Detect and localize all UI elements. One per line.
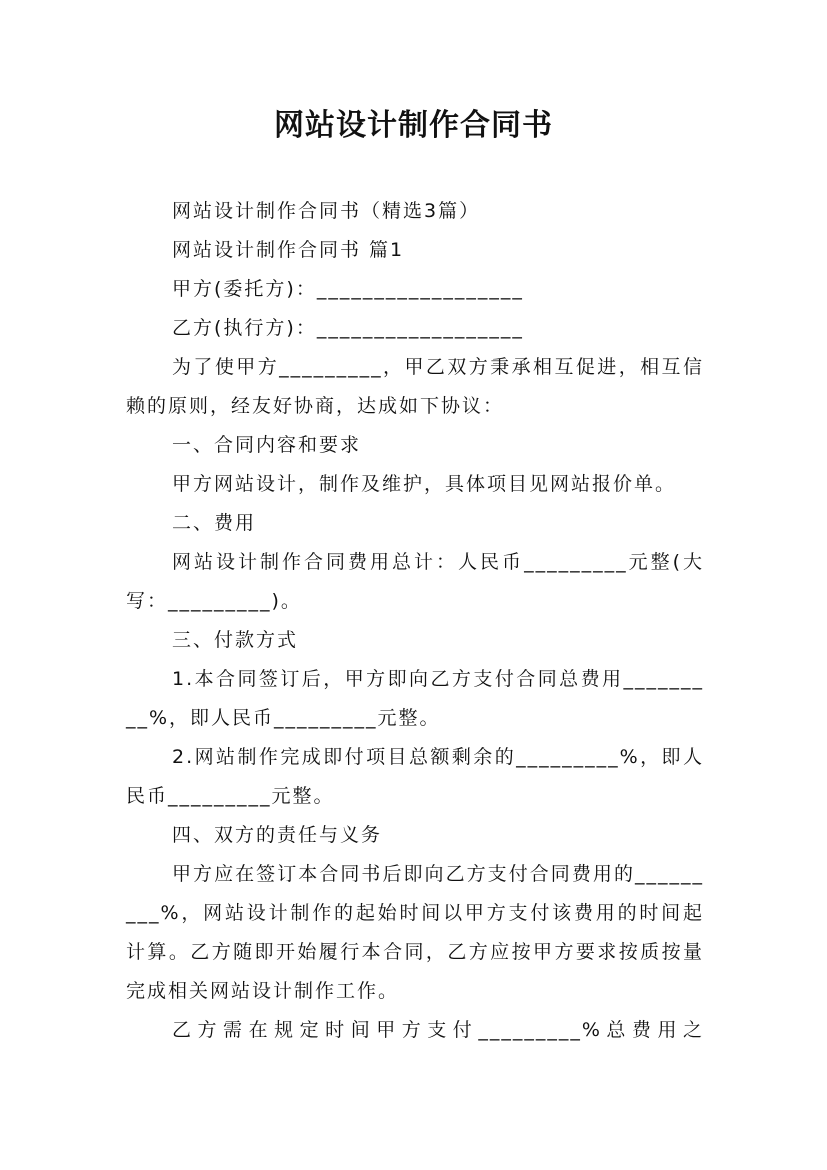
paragraph-section-2-body: 网站设计制作合同费用总计：人民币_________元整(大写：_________)。 xyxy=(126,551,704,612)
paragraph-section-2-heading: 二、费用 xyxy=(172,512,257,534)
paragraph-payment-1: 1.本合同签订后，甲方即向乙方支付合同总费用_________%，即人民币_________元整。 xyxy=(126,668,704,729)
paragraph-section-1-body: 甲方网站设计，制作及维护，具体项目见网站报价单。 xyxy=(172,473,677,495)
paragraph-section-1-heading: 一、合同内容和要求 xyxy=(172,434,362,456)
document-title: 网站设计制作合同书 xyxy=(274,108,553,143)
paragraph-party-b: 乙方(执行方)：__________________ xyxy=(172,317,524,339)
paragraph-preamble: 为了使甲方_________，甲乙双方秉承相互促进，相互信赖的原则，经友好协商，达成如下协议： xyxy=(126,356,704,417)
document-body xyxy=(126,192,704,1050)
paragraph-section-3-heading: 三、付款方式 xyxy=(172,629,299,651)
paragraph-part-heading: 网站设计制作合同书 篇1 xyxy=(172,239,405,261)
paragraph-party-a-duties: 甲方应在签订本合同书后即向乙方支付合同费用的_________%，网站设计制作的起始时间以甲方支付该费用的时间起计算。乙方随即开始履行本合同，乙方应按甲方要求按质按量完成相关网站设计制作工作。 xyxy=(126,863,704,1002)
paragraph-section-4-heading: 四、双方的责任与义务 xyxy=(172,824,383,846)
paragraph-payment-2: 2.网站制作完成即付项目总额剩余的_________%，即人民币_________元整。 xyxy=(126,746,704,807)
paragraph-party-b-duties: 乙方需在规定时间甲方支付_________%总费用之 xyxy=(172,1019,704,1041)
paragraph-party-a: 甲方(委托方)：__________________ xyxy=(172,278,524,300)
paragraph-subtitle: 网站设计制作合同书（精选3篇） xyxy=(172,200,481,222)
